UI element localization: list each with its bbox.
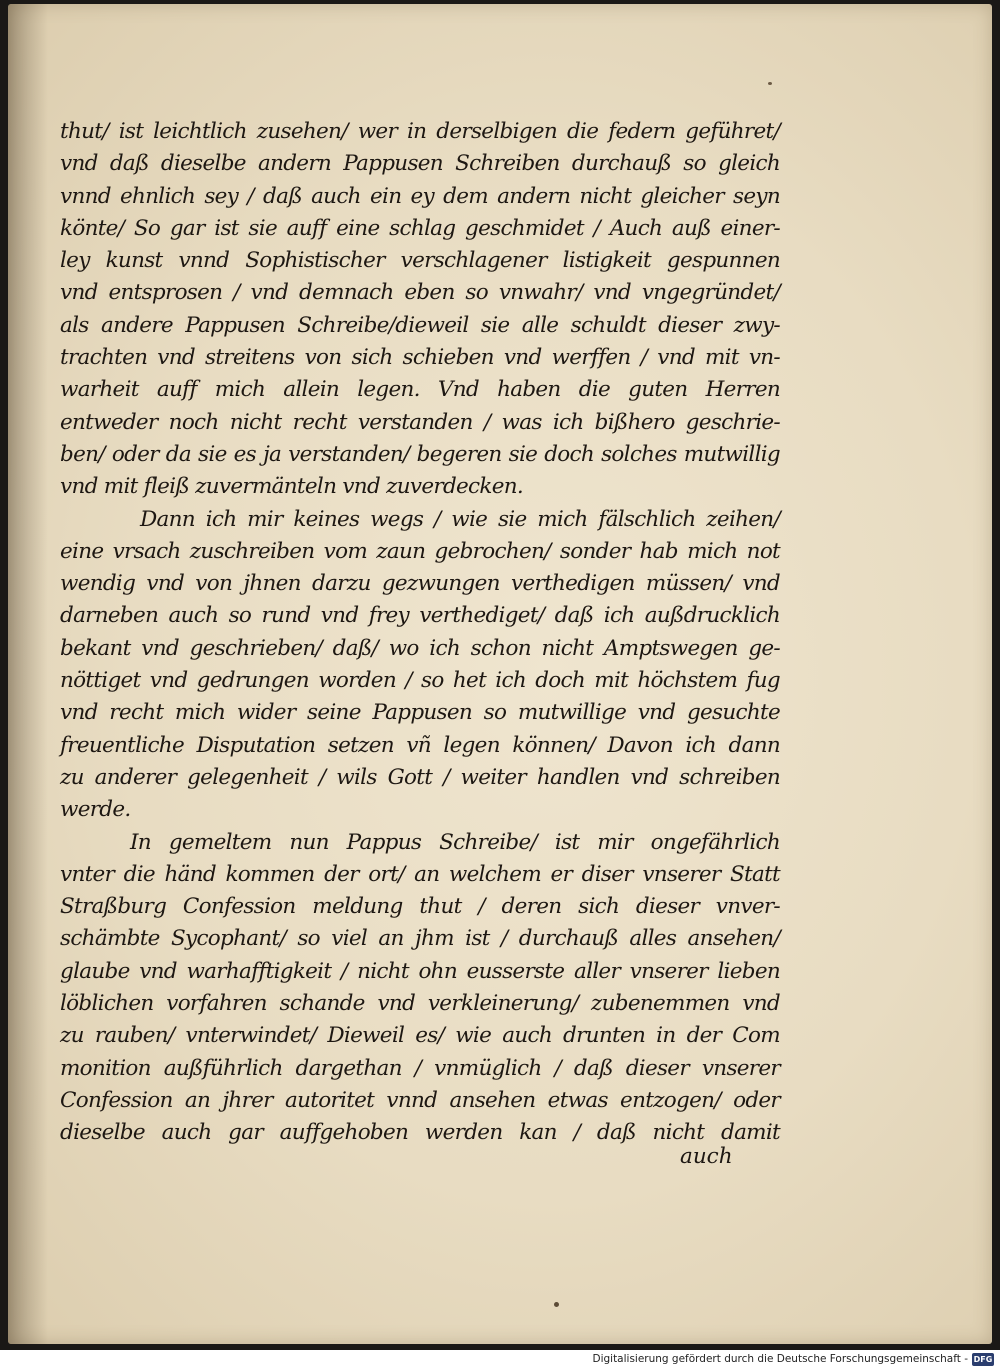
text-line: dieselbe auch gar auffgehoben werden kan / daß nicht damit xyxy=(60,1120,780,1146)
text-line: könte/ So gar ist sie auff eine schlag geschmidet / Auch auß einer- xyxy=(60,215,780,241)
text-line: freuentliche Disputation setzen vñ legen können/ Davon ich dann xyxy=(60,732,780,758)
text-line: vnd daß dieselbe andern Pappusen Schreiben durchauß so gleich xyxy=(60,151,780,177)
text-line: eine vrsach zuschreiben vom zaun gebrochen/ sonder hab mich not xyxy=(60,538,780,564)
text-line: als andere Pappusen Schreibe/dieweil sie alle schuldt dieser zwy- xyxy=(60,312,780,338)
text-line: vnd recht mich wider seine Pappusen so mutwillige vnd gesuchte xyxy=(60,700,780,726)
text-line: ley kunst vnnd Sophistischer verschlagener listigkeit gespunnen xyxy=(60,248,780,274)
text-line: vnnd ehnlich sey / daß auch ein ey dem andern nicht gleicher seyn xyxy=(60,183,780,209)
text-line: werde. xyxy=(60,797,131,823)
text-line: warheit auff mich allein legen. Vnd haben die guten Herren xyxy=(60,377,780,403)
text-line: Dann ich mir keines wegs / wie sie mich fälschlich zeihen/ xyxy=(140,506,780,532)
text-line: Confession an jhrer autoritet vnnd ansehen etwas entzogen/ oder xyxy=(60,1087,780,1113)
text-line: thut/ ist leichtlich zusehen/ wer in derselbigen die federn geführet/ xyxy=(60,119,780,144)
text-line: nöttiget vnd gedrungen worden / so het ich doch mit höchstem fug xyxy=(60,668,780,694)
text-line: wendig vnd von jhnen darzu gezwungen verthedigen müssen/ vnd xyxy=(60,571,780,597)
text-line: vnter die händ kommen der ort/ an welchem er diser vnserer Statt xyxy=(60,861,780,887)
text-line: monition außführlich dargethan / vnmüglich / daß dieser vnserer xyxy=(60,1055,780,1081)
text-line: zu rauben/ vnterwindet/ Dieweil es/ wie auch drunten in der Com xyxy=(60,1023,780,1049)
footer-credit: Digitalisierung gefördert durch die Deutsche Forschungsgemeinschaft - xyxy=(592,1353,968,1365)
paper-speck xyxy=(768,82,772,85)
text-line: ben/ oder da sie es ja verstanden/ begeren sie doch solches mutwillig xyxy=(60,441,780,467)
text-line: zu anderer gelegenheit / wils Gott / weiter handlen vnd schreiben xyxy=(60,764,780,790)
gutter-shadow xyxy=(8,4,48,1344)
text-line: trachten vnd streitens von sich schieben vnd werffen / vnd mit vn- xyxy=(60,345,780,371)
text-line: bekant vnd geschrieben/ daß/ wo ich schon nicht Amptswegen ge- xyxy=(60,635,780,661)
body-text xyxy=(60,116,780,1150)
footer-bar xyxy=(0,1350,1000,1370)
text-line: glaube vnd warhafftigkeit / nicht ohn eusserste aller vnserer lieben xyxy=(60,958,780,984)
dfg-logo-icon: DFG xyxy=(973,1355,993,1364)
text-line: darneben auch so rund vnd frey verthediget/ daß ich außdrucklich xyxy=(60,603,780,629)
text-line: vnd mit fleiß zuvermänteln vnd zuverdecken. xyxy=(60,474,524,500)
catchword: auch xyxy=(680,1144,733,1169)
paper-speck xyxy=(554,1302,559,1307)
text-line: Straßburg Confession meldung thut / deren sich dieser vnver- xyxy=(60,894,780,920)
text-line: entweder noch nicht recht verstanden / was ich bißhero geschrie- xyxy=(60,409,780,435)
text-line: vnd entsprosen / vnd demnach eben so vnwahr/ vnd vngegründet/ xyxy=(60,280,780,306)
text-line: In gemeltem nun Pappus Schreibe/ ist mir ongefährlich xyxy=(130,829,780,855)
text-line: schämbte Sycophant/ so viel an jhm ist / durchauß alles ansehen/ xyxy=(60,926,780,952)
book-page xyxy=(8,4,992,1344)
text-line: löblichen vorfahren schande vnd verkleinerung/ zubenemmen vnd xyxy=(60,991,780,1017)
